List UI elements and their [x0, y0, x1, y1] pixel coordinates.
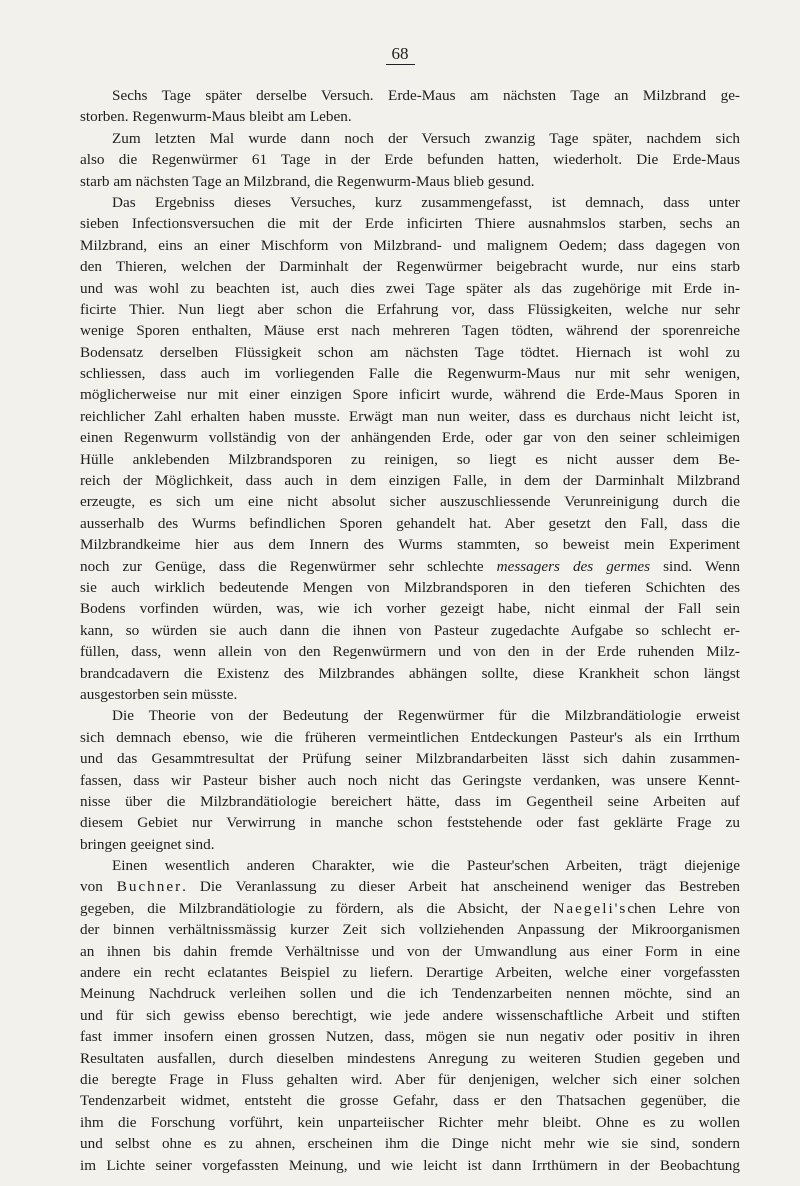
- text-line: schliessen, dass auch im vorliegenden Falle die Regenwurm-Maus nur mit sehr wenigen,: [80, 365, 740, 383]
- body-text: [80, 85, 740, 1176]
- text-segment: chen Lehre von: [627, 899, 741, 917]
- text-line: sie auch wirklich bedeutende Mengen von Milzbrandsporen in den tieferen Schichten des: [80, 578, 740, 596]
- text-line: fast immer insofern einen grossen Nutzen, dass, mögen sie nun negativ oder positiv in ihren: [80, 1028, 740, 1046]
- text-line: möglicherweise nur mit einer einzigen Spore inficirt wurde, während die Erde-Maus Sporen in: [80, 386, 740, 404]
- paragraph-4: [80, 705, 740, 855]
- text-line: Milzbrandkeime hier aus dem Innern des Wurms stammten, so beweist mein Experiment: [80, 536, 740, 554]
- text-line: [80, 556, 740, 577]
- text-line: Zum letzten Mal wurde dann noch der Versuch zwanzig Tage später, nachdem sich: [112, 129, 740, 147]
- text-line: erzeugte, es sich um eine nicht absolut sicher auszuschliessende Verunreinigung durch die: [80, 493, 740, 511]
- text-segment: noch zur Genüge, dass die Regenwürmer sehr schlechte: [80, 557, 497, 575]
- text-line: Tendenzarbeit widmet, entsteht die grosse Gefahr, dass er den Thatsachen gegenüber, die: [80, 1092, 740, 1110]
- paragraph-2: [80, 128, 740, 192]
- text-line: an ihnen bis dahin fremde Verhältnisse und von der Umwandlung aus einer Form in eine: [80, 942, 740, 960]
- text-line: wenige Sporen enthalten, Mäuse erst nach mehreren Tagen tödten, während der sporenreiche: [80, 322, 740, 340]
- text-line: sich demnach ebenso, wie die früheren vermeintlichen Entdeckungen Pasteur's als ein Irrthum: [80, 728, 740, 746]
- text-line: bringen geeignet sind.: [80, 835, 215, 853]
- text-line: nisse über die Milzbrandätiologie bereichert hätte, dass im Gegentheil seine Arbeiten auf: [80, 792, 740, 810]
- text-line: Bodens vorfinden würden, was, wie ich vorher gezeigt habe, nicht einmal der Fall sein: [80, 600, 740, 618]
- text-line: Einen wesentlich anderen Charakter, wie die Pasteur'schen Arbeiten, trägt diejenige: [112, 857, 740, 875]
- text-line: [80, 898, 740, 919]
- text-line: und was wohl zu beachten ist, auch dies zwei Tage später als das zugehörige mit Erde in-: [80, 279, 740, 297]
- text-line: Das Ergebniss dieses Versuches, kurz zusammengefasst, ist demnach, dass unter: [112, 193, 740, 211]
- text-line: diesem Gebiet nur Verwirrung in manche schon feststehende oder fast geklärte Frage zu: [80, 814, 740, 832]
- text-line: starb am nächsten Tage an Milzbrand, die Regenwurm-Maus blieb gesund.: [80, 172, 535, 190]
- text-line: ihm die Forschung vorführt, kein unparteiischer Richter mehr bleibt. Ohne es zu wollen: [80, 1113, 740, 1131]
- text-line: kann, so würden sie auch dann die ihnen von Pasteur zugedachte Aufgabe so schlecht er-: [80, 621, 740, 639]
- text-line: storben. Regenwurm-Maus bleibt am Leben.: [80, 108, 352, 126]
- text-line: ausserhalb des Wurms befindlichen Sporen gehandelt hat. Aber gesetzt den Fall, dass die: [80, 514, 740, 532]
- text-line: den Thieren, welchen der Darminhalt der Regenwürmer beigebracht wurde, nur eins starb: [80, 258, 740, 276]
- author-name-buchner: Buchner: [116, 878, 183, 896]
- text-line: Die Theorie von der Bedeutung der Regenwürmer für die Milzbrandätiologie erweist: [112, 707, 740, 725]
- text-line: Bodensatz derselben Flüssigkeit schon am nächsten Tage tödtet. Hiernach ist wohl zu: [80, 343, 740, 361]
- text-line: reich der Möglichkeit, dass auch in dem einzigen Falle, in dem der Darminhalt Milzbrand: [80, 472, 740, 490]
- paragraph-5: [80, 855, 740, 1176]
- text-line: der binnen verhältnissmässig kurzer Zeit sich vollziehenden Anpassung der Mikroorganismen: [80, 921, 740, 939]
- text-line: füllen, dass, wenn allein von den Regenwürmern und von den in der Erde ruhenden Milz-: [80, 643, 740, 661]
- text-line: die beregte Frage in Fluss gehalten wird. Aber für denjenigen, welcher sich einer solchen: [80, 1070, 740, 1088]
- text-segment: gegeben, die Milzbrandätiologie zu fördern, als die Absicht, der: [80, 899, 554, 917]
- text-line: brandcadavern die Existenz des Milzbrandes abhängen sollte, diese Krankheit schon längst: [80, 664, 740, 682]
- paragraph-3: [80, 192, 740, 705]
- text-line: reichlicher Zahl erhalten haben musste. Erwägt man nun weiter, dass es durchaus nicht leicht ist,: [80, 407, 740, 425]
- text-line: Meinung Nachdruck verleihen sollen und die ich Tendenzarbeiten nennen möchte, sind an: [80, 985, 740, 1003]
- text-line: ausgestorben sein müsste.: [80, 685, 238, 703]
- text-line: fassen, dass wir Pasteur bisher auch noch nicht das Geringste verdanken, was unsere Kennt-: [80, 771, 740, 789]
- text-line: im Lichte seiner vorgefassten Meinung, und wie leicht ist dann Irrthümern in der Beobachtung: [80, 1156, 740, 1174]
- italic-phrase: messagers des germes: [496, 557, 651, 575]
- text-line: Milzbrand, eins an einer Mischform von Milzbrand- und malignem Oedem; dass dagegen von: [80, 236, 740, 254]
- text-line: also die Regenwürmer 61 Tage in der Erde befunden hatten, wiederholt. Die Erde-Maus: [80, 151, 740, 169]
- text-line: Sechs Tage später derselbe Versuch. Erde-Maus am nächsten Tage an Milzbrand ge-: [112, 87, 740, 104]
- text-line: und das Gesammtresultat der Prüfung seiner Milzbrandarbeiten lässt sich dahin zusammen-: [80, 750, 740, 768]
- text-line: Resultaten ausfallen, durch dieselben mindestens Anregung zu weiteren Studien gegeben und: [80, 1049, 740, 1067]
- text-line: [80, 876, 740, 897]
- page-number: 68: [0, 44, 800, 65]
- text-line: ficirte Thier. Nun liegt aber schon die Erfahrung vor, dass Flüssigkeiten, welche nur sehr: [80, 300, 740, 318]
- text-line: einen Regenwurm vollständig von der anhängenden Erde, oder gar von den seiner schleimigen: [80, 429, 740, 447]
- text-segment: von: [80, 878, 117, 896]
- text-line: andere ein recht eclatantes Beispiel zu liefern. Derartige Arbeiten, welche einer vorgefassten: [80, 964, 740, 982]
- text-line: Hülle anklebenden Milzbrandsporen zu reinigen, so liegt es nicht ausser dem Be-: [80, 450, 740, 468]
- paragraph-1: [80, 85, 740, 128]
- text-segment: . Die Veranlassung zu dieser Arbeit hat anscheinend weniger das Bestreben: [182, 878, 740, 896]
- text-line: sieben Infectionsversuchen die mit der Erde inficirten Thiere ausnahmslos starben, sechs an: [80, 215, 740, 233]
- author-name-naegeli: Naegeli's: [553, 899, 628, 917]
- text-line: und für sich gewiss ebenso berechtigt, wie jede andere wissenschaftliche Arbeit und stiften: [80, 1006, 740, 1024]
- text-segment: sind. Wenn: [650, 557, 741, 575]
- text-line: und selbst ohne es zu ahnen, erscheinen ihm die Dinge nicht mehr wie sie sind, sondern: [80, 1135, 740, 1153]
